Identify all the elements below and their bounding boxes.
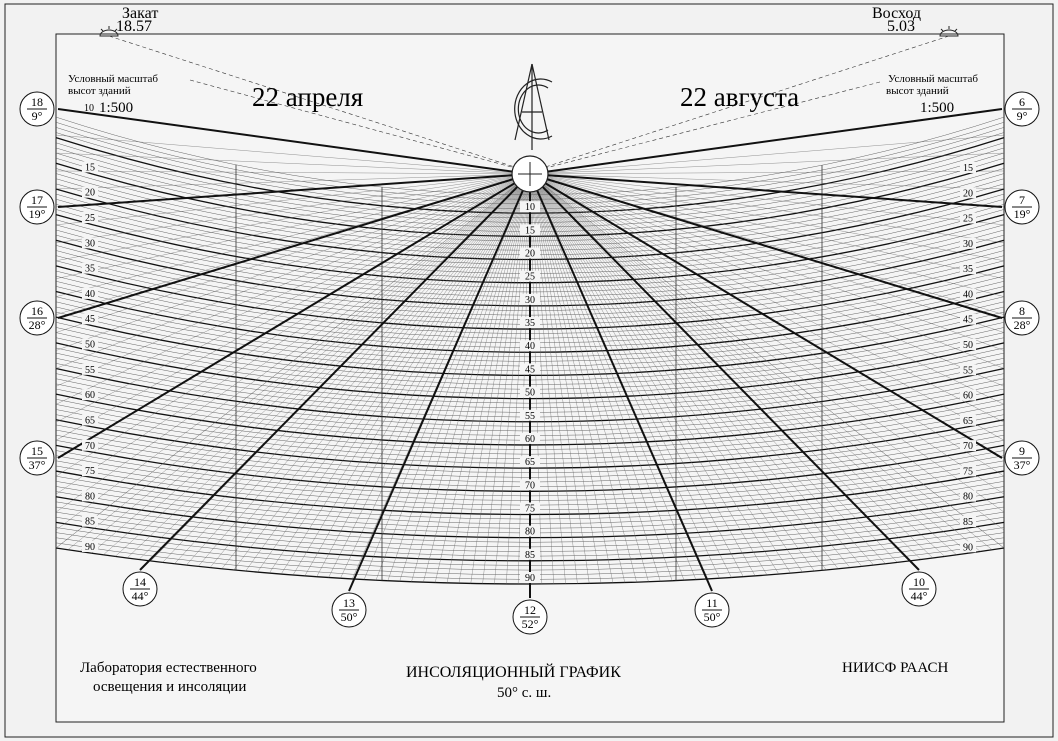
hour-marker-hour: 15 xyxy=(31,444,43,458)
height-label-center: 70 xyxy=(525,480,535,492)
hour-marker-17 xyxy=(20,190,54,224)
footer-lab-line1: Лаборатория естественного xyxy=(80,660,257,676)
hour-marker-16 xyxy=(20,301,54,335)
footer-title: ИНСОЛЯЦИОННЫЙ ГРАФИК xyxy=(406,664,621,681)
height-label-right: 20 xyxy=(963,188,973,200)
height-label-right: 65 xyxy=(963,415,973,427)
hour-marker-azimuth: 37° xyxy=(28,458,46,472)
hour-marker-18 xyxy=(20,92,54,126)
hour-marker-azimuth: 19° xyxy=(28,207,46,221)
height-label-left: 25 xyxy=(85,213,95,225)
height-label-center: 55 xyxy=(525,410,535,422)
hour-marker-azimuth: 37° xyxy=(1013,458,1031,472)
scale-right-title-2: высот зданий xyxy=(886,85,949,97)
hour-marker-hour: 18 xyxy=(31,95,43,109)
hour-marker-azimuth: 50° xyxy=(703,610,721,624)
height-label-right: 15 xyxy=(963,162,973,174)
scale-right-value: 1:500 xyxy=(920,100,955,116)
height-label-left: 30 xyxy=(85,238,95,250)
hour-marker-azimuth: 19° xyxy=(1013,207,1031,221)
height-label-left: 20 xyxy=(85,187,95,199)
height-label-right: 25 xyxy=(963,213,973,225)
height-label-left: 65 xyxy=(85,415,95,427)
height-label-left: 90 xyxy=(85,541,95,553)
hour-marker-hour: 14 xyxy=(134,575,146,589)
height-label-center: 25 xyxy=(525,271,535,283)
height-label-center: 40 xyxy=(525,341,535,353)
hour-marker-14 xyxy=(123,572,157,606)
hour-marker-11 xyxy=(695,593,729,627)
height-label-left: 35 xyxy=(85,263,95,275)
height-label-center: 90 xyxy=(525,573,535,584)
height-label-center: 65 xyxy=(525,457,535,469)
hour-marker-6 xyxy=(1005,92,1039,126)
height-label-right: 35 xyxy=(963,264,973,276)
height-label-left: 60 xyxy=(85,390,95,402)
hour-marker-hour: 13 xyxy=(343,596,355,610)
height-label-center: 20 xyxy=(525,248,535,260)
height-label-center: 30 xyxy=(525,294,535,306)
hour-marker-hour: 11 xyxy=(706,596,718,610)
height-label-center: 15 xyxy=(525,225,535,237)
height-label-right: 45 xyxy=(963,314,973,326)
height-label-center: 50 xyxy=(525,387,535,399)
sunset-label: Закат xyxy=(122,5,159,22)
height-label-left: 70 xyxy=(85,440,95,452)
height-label-right: 50 xyxy=(963,339,973,351)
footer-lab-line2: освещения и инсоляции xyxy=(93,679,247,695)
height-label-left: 45 xyxy=(85,314,95,326)
hour-marker-azimuth: 28° xyxy=(1013,318,1031,332)
height-label-center: 60 xyxy=(525,433,535,445)
height-label-left: 15 xyxy=(85,162,95,174)
hour-marker-azimuth: 9° xyxy=(31,109,43,123)
height-label-center: 45 xyxy=(525,364,535,376)
hour-marker-hour: 12 xyxy=(524,603,536,617)
hour-marker-13 xyxy=(332,593,366,627)
height-label-right: 70 xyxy=(963,441,973,453)
height-label-left: 80 xyxy=(85,491,95,503)
scale-left-tick: 10 xyxy=(84,103,94,114)
height-label-right: 40 xyxy=(963,289,973,301)
height-label-left: 55 xyxy=(85,364,95,376)
hour-marker-9 xyxy=(1005,441,1039,475)
hour-marker-hour: 8 xyxy=(1019,304,1025,318)
hour-marker-12 xyxy=(513,600,547,634)
height-label-right: 30 xyxy=(963,238,973,250)
hour-marker-azimuth: 44° xyxy=(910,589,928,603)
height-label-center: 85 xyxy=(525,549,535,561)
hour-marker-hour: 6 xyxy=(1019,95,1025,109)
height-label-left: 50 xyxy=(85,339,95,351)
height-label-center: 75 xyxy=(525,503,535,515)
height-label-right: 90 xyxy=(963,542,973,554)
height-label-center: 10 xyxy=(525,202,535,214)
scale-right-title-1: Условный масштаб xyxy=(888,73,978,85)
height-label-right: 80 xyxy=(963,491,973,503)
height-label-left: 85 xyxy=(85,516,95,528)
hour-marker-azimuth: 28° xyxy=(28,318,46,332)
height-label-left: 75 xyxy=(85,466,95,478)
hour-marker-10 xyxy=(902,572,936,606)
date-left-label: 22 апреля xyxy=(252,82,364,112)
height-label-right: 60 xyxy=(963,390,973,402)
hour-marker-azimuth: 9° xyxy=(1016,109,1028,123)
sunrise-time: 5.03 xyxy=(887,18,915,35)
hour-marker-hour: 10 xyxy=(913,575,925,589)
scale-left-title-1: Условный масштаб xyxy=(68,73,158,85)
scale-left-title-2: высот зданий xyxy=(68,85,131,97)
height-label-center: 35 xyxy=(525,318,535,330)
hour-marker-7 xyxy=(1005,190,1039,224)
hour-marker-hour: 16 xyxy=(31,304,43,318)
scale-left-value: 1:500 xyxy=(99,100,134,116)
height-label-right: 85 xyxy=(963,516,973,528)
height-label-center: 80 xyxy=(525,526,535,538)
date-right-label: 22 августа xyxy=(680,82,800,112)
hour-marker-8 xyxy=(1005,301,1039,335)
height-label-right: 75 xyxy=(963,466,973,478)
footer-latitude: 50° с. ш. xyxy=(497,685,552,701)
height-label-left: 40 xyxy=(85,288,95,300)
sun-icon xyxy=(512,156,548,192)
hour-marker-azimuth: 52° xyxy=(521,617,539,631)
footer-org: НИИСФ РААСН xyxy=(842,660,949,676)
sunrise-label: Восход xyxy=(872,5,922,22)
hour-marker-15 xyxy=(20,441,54,475)
height-label-right: 55 xyxy=(963,365,973,377)
sunset-time: 18.57 xyxy=(116,18,152,35)
hour-marker-azimuth: 50° xyxy=(340,610,358,624)
hour-marker-azimuth: 44° xyxy=(131,589,149,603)
hour-marker-hour: 9 xyxy=(1019,444,1025,458)
hour-marker-hour: 7 xyxy=(1019,193,1025,207)
hour-marker-hour: 17 xyxy=(31,193,43,207)
